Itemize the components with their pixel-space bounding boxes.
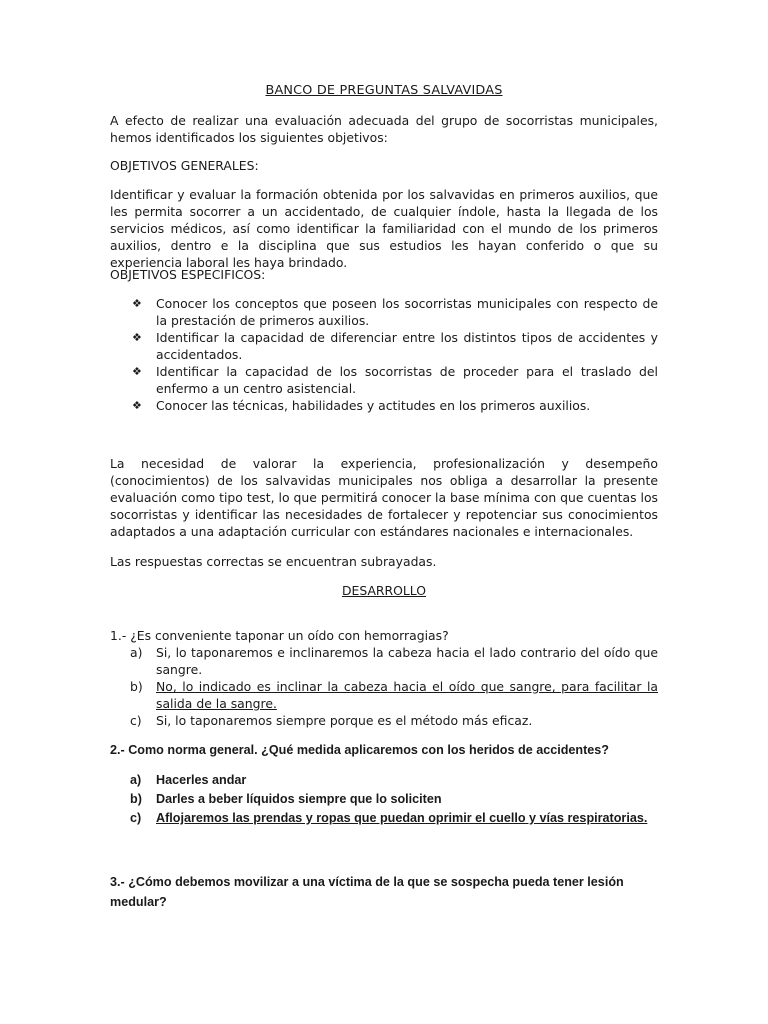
option-letter: b): [130, 679, 143, 694]
option-letter: a): [130, 645, 143, 660]
list-item: [130, 810, 658, 827]
list-item: [130, 712, 658, 729]
diamond-bullet-icon: ❖: [132, 365, 142, 378]
correct-answer-text: Aflojaremos las prendas y ropas que puedan oprimir el cuello y vías respiratorias.: [156, 811, 648, 825]
correct-answer-text: No, lo indicado es inclinar la cabeza hacia el oído que sangre, para facilitar la salida de la sangre.: [156, 679, 658, 711]
question-2-text: 2.- Como norma general. ¿Qué medida aplicaremos con los heridos de accidentes?: [110, 743, 609, 757]
list-item-text: Conocer los conceptos que poseen los socorristas municipales con respecto de la prestación de primeros auxilios.: [156, 296, 658, 328]
option-letter: c): [130, 713, 142, 728]
option-text: Si, lo taponaremos e inclinaremos la cabeza hacia el lado contrario del oído que sangre.: [156, 645, 658, 677]
question-1-options: [130, 644, 658, 729]
option-letter: b): [130, 792, 142, 806]
specific-objectives-list: [132, 295, 658, 414]
list-item-text: Conocer las técnicas, habilidades y actitudes en los primeros auxilios.: [156, 398, 591, 413]
diamond-bullet-icon: ❖: [132, 297, 142, 310]
question-1-text: 1.- ¿Es conveniente taponar un oído con hemorragias?: [110, 628, 449, 643]
option-text: Darles a beber líquidos siempre que lo soliciten: [156, 792, 442, 806]
list-item-text: Identificar la capacidad de los socorristas de proceder para el traslado del enfermo a un centro asistencial.: [156, 364, 658, 396]
option-letter: c): [130, 811, 142, 825]
option-text: Si, lo taponaremos siempre porque es el método más eficaz.: [156, 713, 533, 728]
list-item: [130, 772, 658, 789]
intro-paragraph: A efecto de realizar una evaluación adecuada del grupo de socorristas municipales, hemos identificados los siguientes objetivos:: [110, 113, 658, 145]
option-text: Hacerles andar: [156, 773, 247, 787]
development-heading: DESARROLLO: [341, 583, 427, 598]
list-item: [130, 644, 658, 678]
question-2-options: [130, 772, 658, 829]
list-item-text: Identificar la capacidad de diferenciar entre los distintos tipos de accidentes y accidentados.: [156, 330, 658, 362]
list-item: [130, 791, 658, 808]
answers-note: Las respuestas correctas se encuentran subrayadas.: [110, 554, 437, 569]
list-item: [132, 329, 658, 363]
specific-objectives-heading: OBJETIVOS ESPECIFICOS:: [110, 267, 266, 282]
list-item: [132, 397, 658, 414]
question-3-text: 3.- ¿Cómo debemos movilizar a una víctima de la que se sospecha pueda tener lesión medular?: [110, 875, 624, 909]
list-item: [130, 678, 658, 712]
general-objectives-text: Identificar y evaluar la formación obtenida por los salvavidas en primeros auxilios, que les permita socorrer a un accidentado, de cualquier índole, hasta la llegada de los servicios médicos, así como identificar la familiaridad con el mundo de los primeros auxilios, dentro e la disciplina que sus estudios les hayan conferido o que su experiencia laboral les haya brindado.: [110, 187, 658, 270]
necessity-paragraph: La necesidad de valorar la experiencia, profesionalización y desempeño (conocimientos) de los salvavidas municipales nos obliga a desarrollar la presente evaluación como tipo test, lo que permitirá conocer la base mínima con que cuentas los socorristas y identificar las necesidades de fortalecer y repotenciar sus conocimientos adaptados a una adaptación curricular con estándares nacionales e internacionales.: [110, 456, 658, 539]
option-letter: a): [130, 773, 142, 787]
list-item: [132, 363, 658, 397]
list-item: [132, 295, 658, 329]
diamond-bullet-icon: ❖: [132, 331, 142, 344]
document-title: BANCO DE PREGUNTAS SALVAVIDAS: [265, 83, 503, 98]
diamond-bullet-icon: ❖: [132, 399, 142, 412]
general-objectives-heading: OBJETIVOS GENERALES:: [110, 158, 259, 173]
